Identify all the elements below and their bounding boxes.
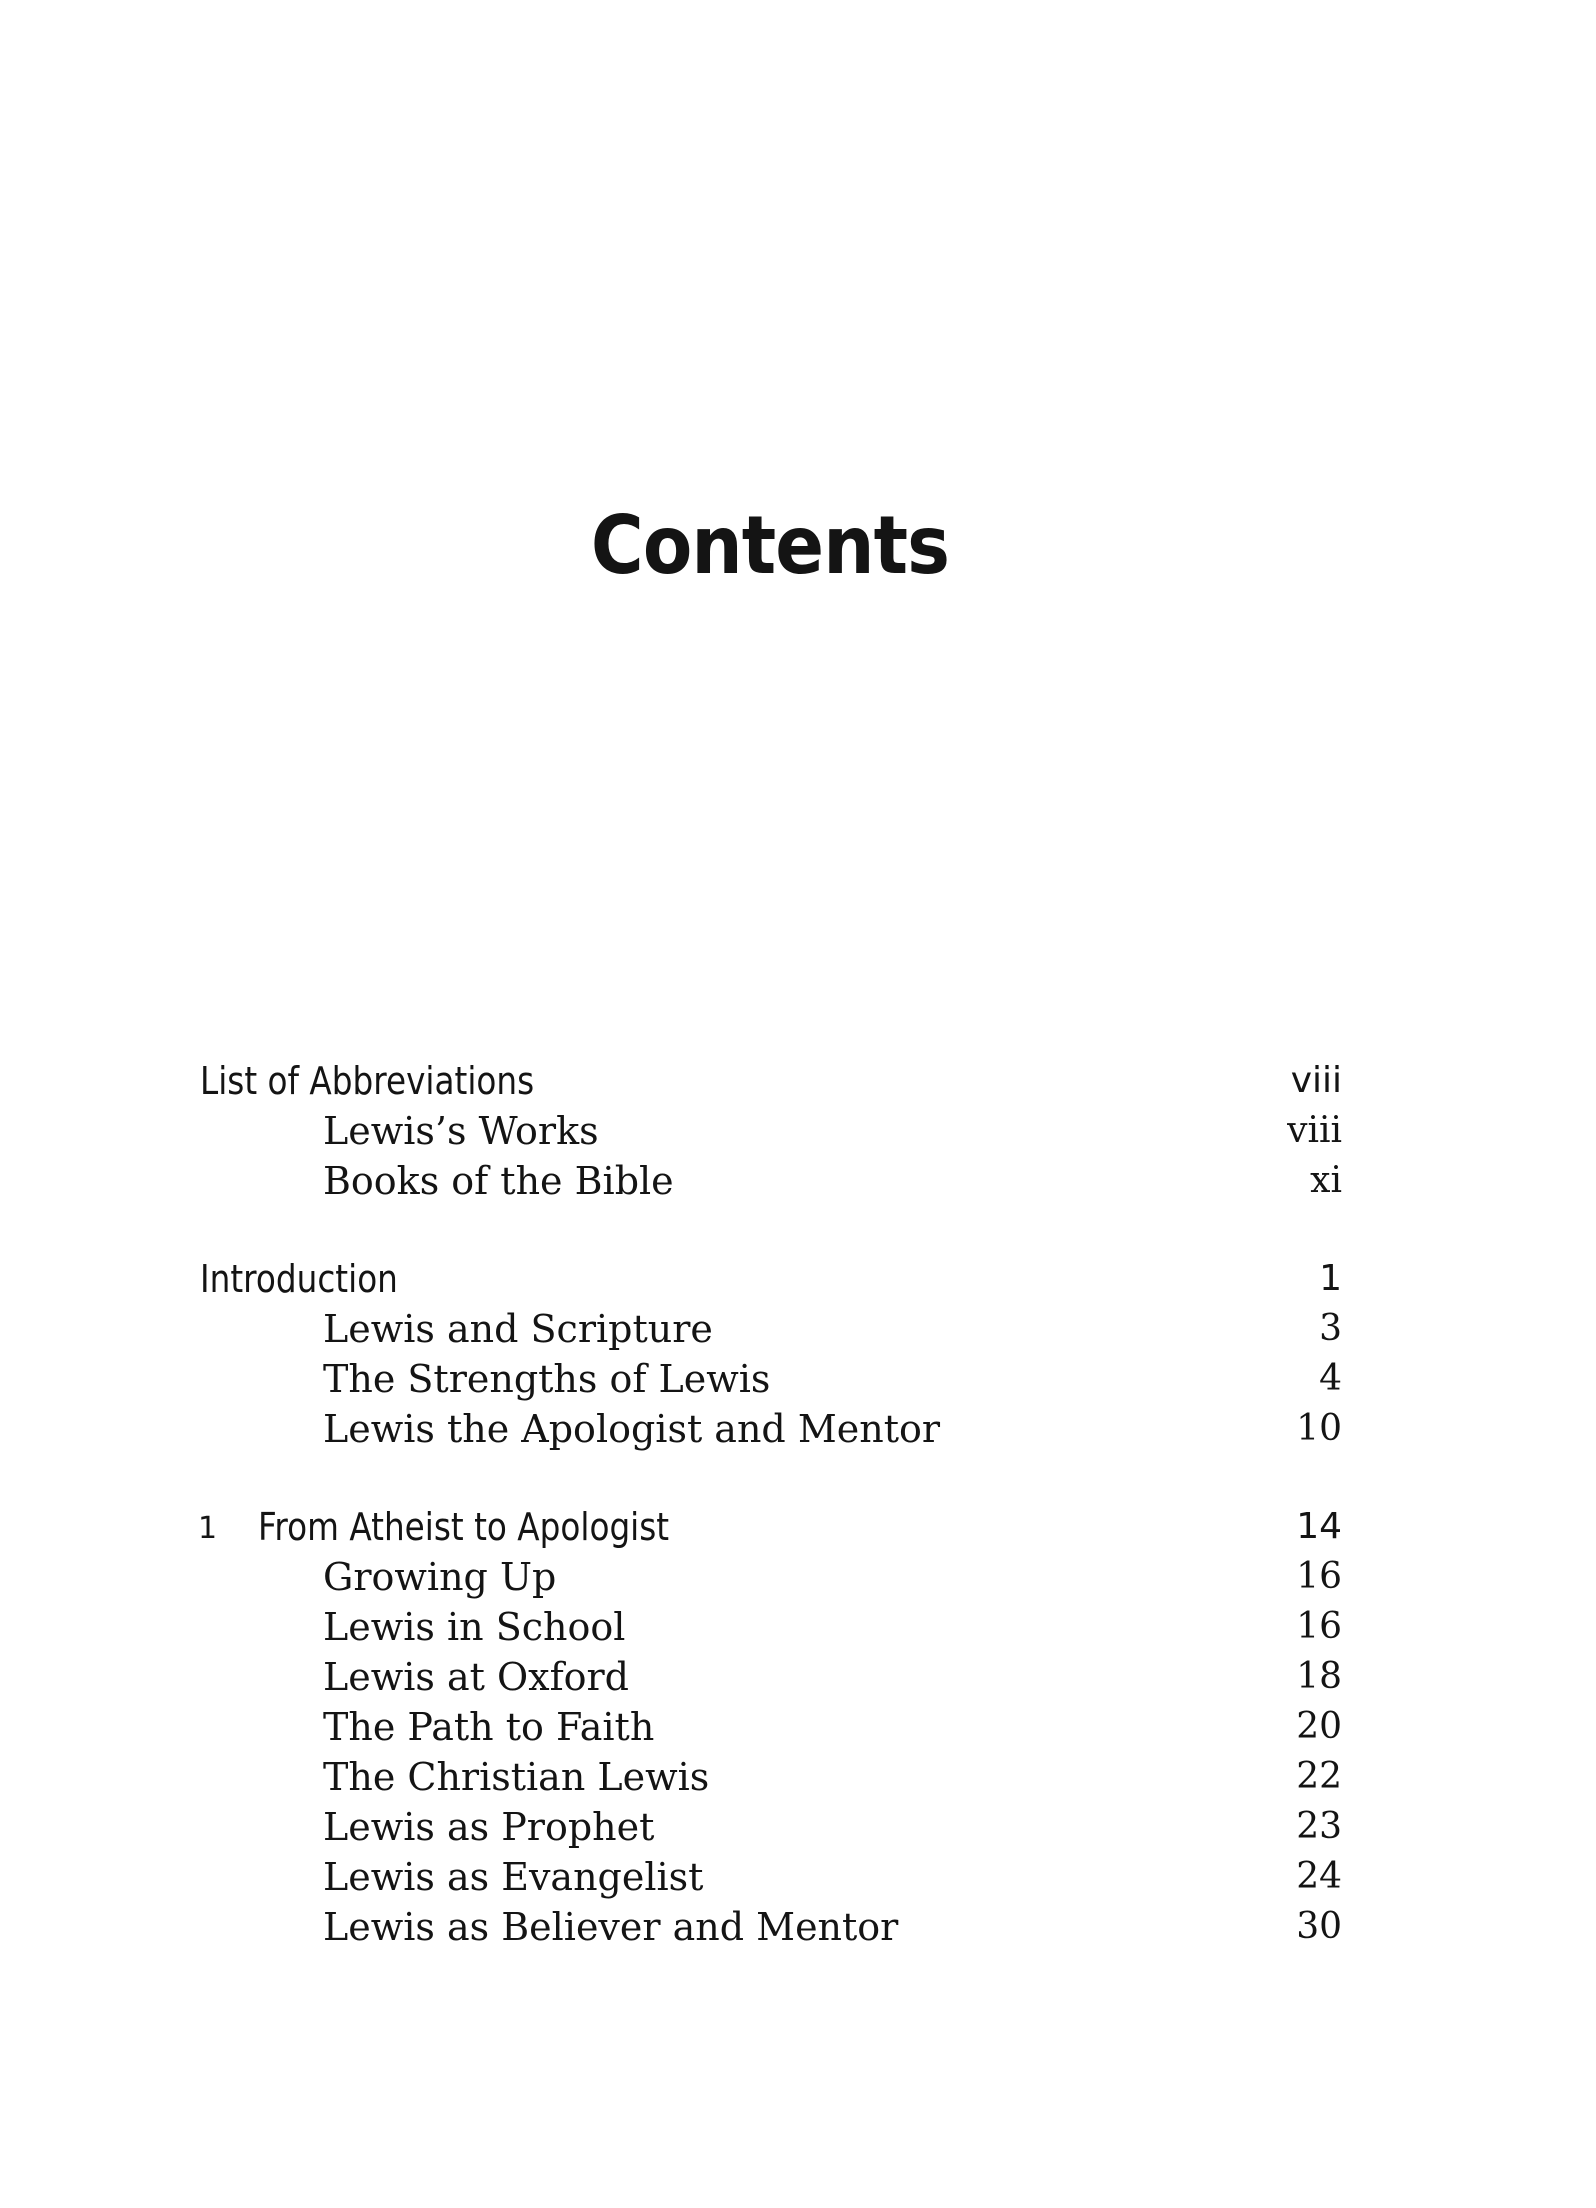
toc-entry[interactable] (0, 1552, 1596, 1602)
toc-page-number: 18 (1296, 1656, 1342, 1697)
chapter-number: 1 (198, 1511, 218, 1546)
toc-entry-label: Lewis at Oxford (323, 1655, 630, 1699)
toc-page-number: viii (1287, 1110, 1342, 1151)
toc-page-number: viii (1290, 1060, 1342, 1101)
toc-entry-label: Lewis as Prophet (323, 1805, 655, 1849)
toc-heading-label: From Atheist to Apologist (258, 1505, 670, 1549)
toc-page-number: 24 (1296, 1856, 1342, 1897)
toc-page-number: 14 (1296, 1506, 1342, 1547)
toc-entry[interactable] (0, 1802, 1596, 1852)
toc-page-number: 30 (1296, 1906, 1342, 1947)
toc-entry-label: Lewis as Believer and Mentor (323, 1905, 899, 1949)
toc-entry[interactable] (0, 1156, 1596, 1206)
toc-entry[interactable] (0, 1602, 1596, 1652)
toc-page-number: 3 (1319, 1308, 1342, 1349)
toc-page-number: 10 (1296, 1408, 1342, 1449)
toc-entry-label: Growing Up (323, 1555, 557, 1599)
toc-page-number: 22 (1296, 1756, 1342, 1797)
toc-heading-label: Introduction (200, 1257, 398, 1301)
toc-section-heading[interactable] (0, 1056, 1596, 1106)
toc-entry-label: Books of the Bible (323, 1159, 674, 1203)
toc-chapter-heading[interactable] (0, 1502, 1596, 1552)
toc-entry[interactable] (0, 1702, 1596, 1752)
toc-heading-label: List of Abbreviations (200, 1059, 535, 1103)
toc-entry[interactable] (0, 1404, 1596, 1454)
toc-entry-label: Lewis and Scripture (323, 1307, 713, 1351)
toc-entry-label: The Strengths of Lewis (323, 1357, 771, 1401)
toc-entry-label: The Path to Faith (323, 1705, 655, 1749)
toc-entry-label: Lewis’s Works (323, 1109, 599, 1153)
toc-page-number: 20 (1296, 1706, 1342, 1747)
toc-entry[interactable] (0, 1902, 1596, 1952)
toc-page-number: xi (1310, 1160, 1342, 1201)
toc-page-number: 16 (1296, 1556, 1342, 1597)
page-title: Contents (590, 498, 950, 592)
toc-page-number: 4 (1319, 1358, 1342, 1399)
toc-entry[interactable] (0, 1304, 1596, 1354)
toc-page-number: 1 (1319, 1258, 1342, 1299)
toc-entry[interactable] (0, 1354, 1596, 1404)
toc-page-number: 23 (1296, 1806, 1342, 1847)
toc-entry[interactable] (0, 1106, 1596, 1156)
toc-entry-label: Lewis the Apologist and Mentor (323, 1407, 941, 1451)
toc-entry[interactable] (0, 1752, 1596, 1802)
toc-entry-label: Lewis as Evangelist (323, 1855, 704, 1899)
toc-entry[interactable] (0, 1852, 1596, 1902)
toc-entry-label: Lewis in School (323, 1605, 626, 1649)
toc-entry-label: The Christian Lewis (323, 1755, 710, 1799)
toc-page-number: 16 (1296, 1606, 1342, 1647)
toc-section-heading[interactable] (0, 1254, 1596, 1304)
toc-entry[interactable] (0, 1652, 1596, 1702)
